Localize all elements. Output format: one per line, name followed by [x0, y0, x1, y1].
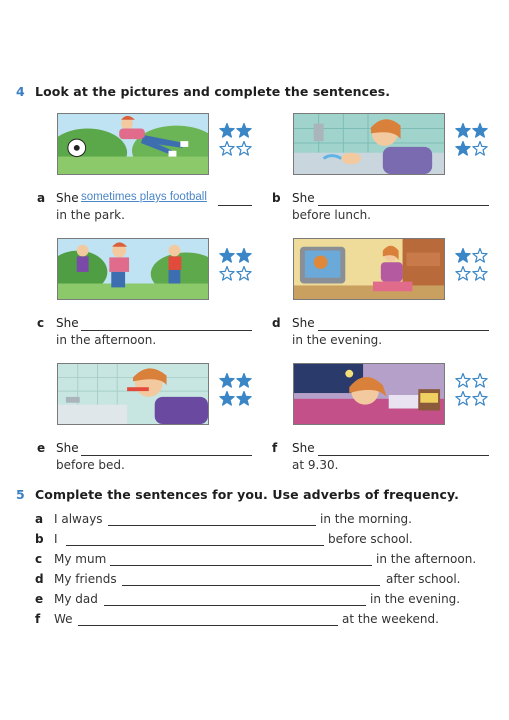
frequency-stars-icon	[455, 247, 489, 283]
item-f-answer-line[interactable]	[318, 455, 489, 456]
item-e-answer-line[interactable]	[81, 455, 252, 456]
filled-star-icon	[220, 374, 234, 388]
empty-star-icon	[473, 267, 487, 281]
empty-star-icon	[237, 267, 251, 281]
item-c-answer-line[interactable]	[81, 330, 252, 331]
ex5-item-b-start: I	[54, 532, 58, 546]
stars-e	[219, 372, 253, 408]
item-a-answer-line[interactable]	[218, 205, 252, 206]
ex5-item-e-start: My dad	[54, 592, 98, 606]
picture-c-playing	[57, 238, 209, 300]
item-a-continuation: in the park.	[56, 208, 125, 222]
filled-star-icon	[456, 249, 470, 263]
filled-star-icon	[237, 392, 251, 406]
picture-a-football	[57, 113, 209, 175]
ex5-item-c-end: in the afternoon.	[376, 552, 477, 566]
filled-star-icon	[456, 124, 470, 138]
filled-star-icon	[473, 124, 487, 138]
ex5-item-b-letter: b	[35, 532, 44, 546]
item-e-start: She	[56, 441, 79, 455]
ex5-item-f-end: at the weekend.	[342, 612, 439, 626]
filled-star-icon	[220, 392, 234, 406]
item-c-start: She	[56, 316, 79, 330]
filled-star-icon	[237, 374, 251, 388]
frequency-stars-icon	[455, 372, 489, 408]
item-b-continuation: before lunch.	[292, 208, 371, 222]
filled-star-icon	[237, 249, 251, 263]
picture-e-brushing-teeth	[57, 363, 209, 425]
item-a-answer: sometimes plays football	[81, 191, 207, 203]
ex5-item-f-letter: f	[35, 612, 41, 626]
item-d-answer-line[interactable]	[318, 330, 489, 331]
item-c-continuation: in the afternoon.	[56, 333, 157, 347]
filled-star-icon	[220, 249, 234, 263]
empty-star-icon	[220, 267, 234, 281]
ex5-item-d-end: after school.	[386, 572, 461, 586]
empty-star-icon	[473, 374, 487, 388]
item-b-answer-line[interactable]	[318, 205, 489, 206]
ex5-item-b-end: before school.	[328, 532, 413, 546]
filled-star-icon	[220, 124, 234, 138]
frequency-stars-icon	[219, 122, 253, 158]
frequency-stars-icon	[455, 122, 489, 158]
ex5-item-a-line[interactable]	[108, 525, 316, 526]
ex5-item-e-line[interactable]	[104, 605, 366, 606]
frequency-stars-icon	[219, 247, 253, 283]
item-a-start: She	[56, 191, 79, 205]
ex5-item-d-line[interactable]	[122, 585, 380, 586]
exercise-5-number: 5	[16, 487, 25, 502]
item-e-letter: e	[37, 441, 46, 455]
ex5-item-f-start: We	[54, 612, 73, 626]
exercise-4-title: Look at the pictures and complete the sentences.	[35, 84, 391, 99]
stars-a	[219, 122, 253, 158]
exercise-4-number: 4	[16, 84, 25, 99]
picture-d-watching-tv	[293, 238, 445, 300]
ex5-item-d-start: My friends	[54, 572, 117, 586]
empty-star-icon	[220, 142, 234, 156]
item-c-letter: c	[37, 316, 45, 330]
item-f-letter: f	[272, 441, 278, 455]
picture-f-in-bed	[293, 363, 445, 425]
empty-star-icon	[456, 374, 470, 388]
ex5-item-a-end: in the morning.	[320, 512, 412, 526]
item-b-start: She	[292, 191, 315, 205]
filled-star-icon	[456, 142, 470, 156]
frequency-stars-icon	[219, 372, 253, 408]
ex5-item-d-letter: d	[35, 572, 44, 586]
empty-star-icon	[473, 142, 487, 156]
empty-star-icon	[237, 142, 251, 156]
ex5-item-e-letter: e	[35, 592, 44, 606]
item-a-letter: a	[37, 191, 46, 205]
ex5-item-a-start: I always	[54, 512, 103, 526]
empty-star-icon	[473, 249, 487, 263]
stars-b	[455, 122, 489, 158]
ex5-item-a-letter: a	[35, 512, 44, 526]
ex5-item-e-end: in the evening.	[370, 592, 461, 606]
picture-b-washing-hands	[293, 113, 445, 175]
ex5-item-f-line[interactable]	[78, 625, 338, 626]
item-d-letter: d	[272, 316, 281, 330]
ex5-item-c-line[interactable]	[110, 565, 372, 566]
ex5-item-c-letter: c	[35, 552, 43, 566]
empty-star-icon	[456, 392, 470, 406]
filled-star-icon	[237, 124, 251, 138]
stars-d	[455, 247, 489, 283]
item-d-continuation: in the evening.	[292, 333, 383, 347]
item-f-start: She	[292, 441, 315, 455]
item-e-continuation: before bed.	[56, 458, 125, 472]
stars-f	[455, 372, 489, 408]
empty-star-icon	[456, 267, 470, 281]
item-b-letter: b	[272, 191, 281, 205]
item-f-continuation: at 9.30.	[292, 458, 339, 472]
ex5-item-c-start: My mum	[54, 552, 107, 566]
stars-c	[219, 247, 253, 283]
exercise-5-title: Complete the sentences for you. Use adverbs of frequency.	[35, 487, 460, 502]
item-d-start: She	[292, 316, 315, 330]
ex5-item-b-line[interactable]	[66, 545, 324, 546]
empty-star-icon	[473, 392, 487, 406]
